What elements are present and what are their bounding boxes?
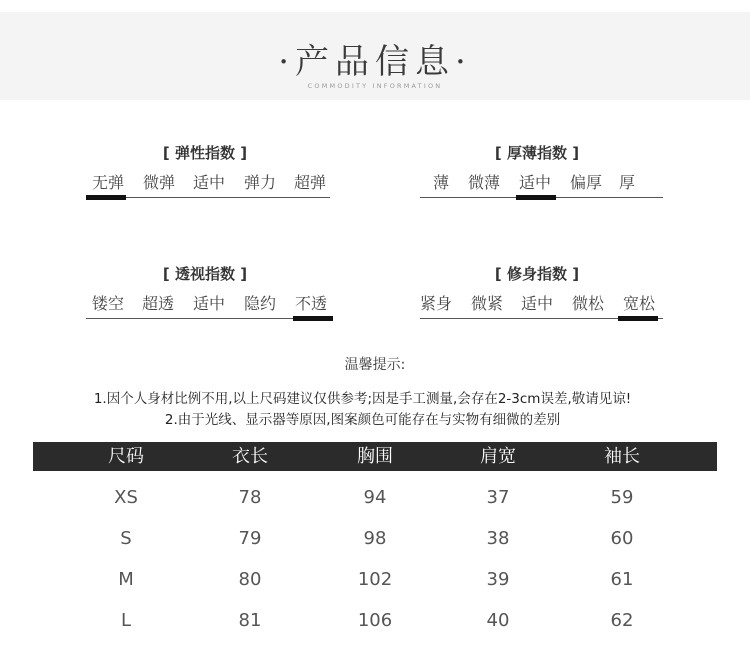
thickness-label: [ 厚薄指数 ] [494, 144, 580, 162]
tips-heading: 温馨提示: [344, 357, 406, 373]
fit-label: [ 修身指数 ] [494, 265, 580, 283]
tip-line-2: 2.由于光线、显示器等原因,图案颜色可能存在与实物有细微的差别 [164, 412, 561, 428]
cell-length: 78 [238, 487, 262, 508]
thickness-selected-marker [516, 195, 556, 200]
cell-shoulder: 37 [486, 487, 510, 508]
cell-chest: 102 [357, 569, 393, 590]
table-row [33, 601, 717, 641]
thickness-option: 偏厚 [569, 173, 602, 192]
size-table-header [33, 442, 717, 471]
cell-sleeve: 60 [610, 528, 634, 549]
fit-option: 微紧 [470, 294, 503, 313]
cell-sleeve: 59 [610, 487, 634, 508]
thickness-option: 微薄 [467, 173, 500, 192]
fit-option: 紧身 [419, 294, 452, 313]
cell-length: 80 [238, 569, 262, 590]
tip-line-1: 1.因个人身材比例不用,以上尺码建议仅供参考;因是手工测量,会存在2-3cm误差,敬请见谅! [93, 391, 632, 407]
cell-length: 79 [238, 528, 262, 549]
table-row [33, 560, 717, 600]
fit-option: 适中 [520, 294, 553, 313]
transparency-option: 适中 [192, 294, 225, 313]
cell-chest: 106 [357, 610, 393, 631]
cell-size: XS [114, 487, 138, 508]
header-size: 尺码 [108, 446, 144, 467]
thickness-option: 适中 [518, 173, 551, 192]
elasticity-selected-marker [86, 195, 126, 200]
header-sleeve: 袖长 [604, 446, 640, 467]
fit-selected-marker [618, 316, 658, 321]
elasticity-option: 适中 [192, 173, 225, 192]
transparency-label: [ 透视指数 ] [162, 265, 248, 283]
elasticity-option: 无弹 [91, 173, 124, 192]
transparency-option: 不透 [294, 294, 327, 313]
cell-sleeve: 62 [610, 610, 634, 631]
thickness-option: 厚 [618, 173, 635, 192]
elasticity-option: 弹力 [243, 173, 276, 192]
cell-sleeve: 61 [610, 569, 634, 590]
header-length: 衣长 [232, 446, 268, 467]
cell-size: M [118, 569, 134, 590]
cell-size: L [120, 610, 132, 631]
product-info-header [0, 12, 750, 100]
transparency-selected-marker [293, 316, 333, 321]
cell-shoulder: 38 [486, 528, 510, 549]
cell-shoulder: 39 [486, 569, 510, 590]
cell-size: S [120, 528, 132, 549]
cell-chest: 98 [363, 528, 387, 549]
elasticity-label: [ 弹性指数 ] [162, 144, 248, 162]
page-subtitle: COMMODITY INFORMATION [307, 82, 443, 90]
transparency-option: 镂空 [91, 294, 124, 313]
elasticity-option: 微弹 [142, 173, 175, 192]
table-row [33, 478, 717, 518]
table-row [33, 519, 717, 559]
transparency-option: 隐约 [243, 294, 276, 313]
cell-chest: 94 [363, 487, 387, 508]
cell-shoulder: 40 [486, 610, 510, 631]
cell-length: 81 [238, 610, 262, 631]
header-shoulder: 肩宽 [480, 446, 516, 467]
fit-option: 微松 [571, 294, 604, 313]
page-title: ·产品信息· [278, 42, 472, 82]
transparency-option: 超透 [141, 294, 174, 313]
header-chest: 胸围 [357, 446, 393, 467]
thickness-option: 薄 [432, 173, 449, 192]
elasticity-option: 超弹 [293, 173, 326, 192]
fit-option: 宽松 [622, 294, 655, 313]
